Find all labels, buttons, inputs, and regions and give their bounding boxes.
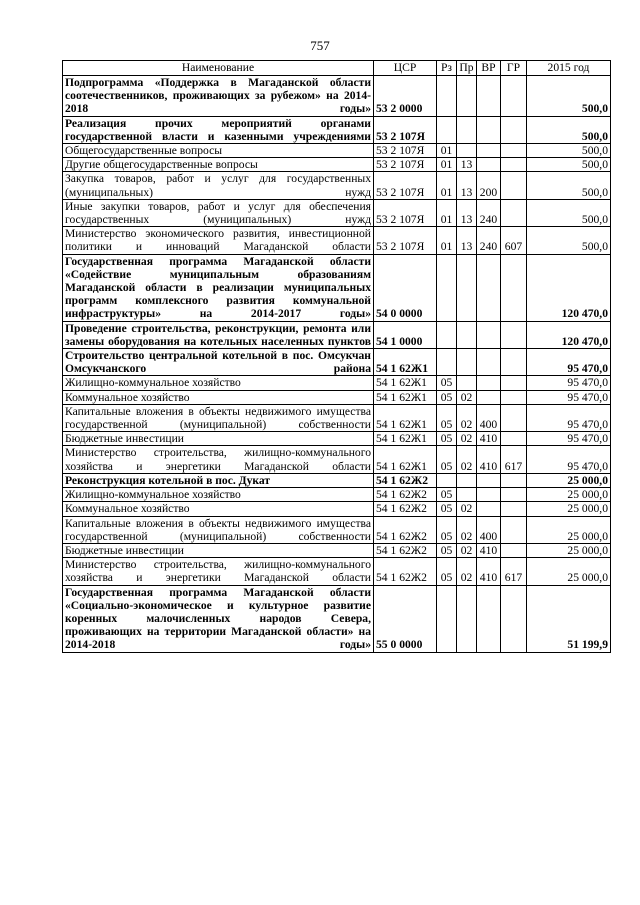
row-name: Подпрограмма «Поддержка в Магаданской области соотечественников, проживающих за рубежом» на 2014-2018 годы» xyxy=(63,76,374,117)
row-vr xyxy=(477,116,501,143)
row-pr: 02 xyxy=(457,558,477,585)
row-rz: 01 xyxy=(437,172,457,199)
row-gr xyxy=(501,585,527,652)
row-amount: 25 000,0 xyxy=(527,516,611,543)
row-vr: 410 xyxy=(477,432,501,446)
row-gr xyxy=(501,116,527,143)
row-name: Общегосударственные вопросы xyxy=(63,144,374,158)
row-csr: 53 2 107Я xyxy=(374,144,437,158)
row-amount: 95 470,0 xyxy=(527,432,611,446)
row-amount: 500,0 xyxy=(527,144,611,158)
row-vr: 410 xyxy=(477,558,501,585)
row-gr xyxy=(501,502,527,516)
row-name: Министерство строительства, жилищно-коммунального хозяйства и энергетики Магаданской области xyxy=(63,446,374,473)
row-name: Коммунальное хозяйство xyxy=(63,390,374,404)
row-pr: 02 xyxy=(457,390,477,404)
row-gr xyxy=(501,376,527,390)
row-gr xyxy=(501,543,527,557)
table-row xyxy=(63,473,611,487)
row-pr: 02 xyxy=(457,502,477,516)
row-pr: 02 xyxy=(457,516,477,543)
row-name: Закупка товаров, работ и услуг для государственных (муниципальных) нужд xyxy=(63,172,374,199)
row-amount: 25 000,0 xyxy=(527,558,611,585)
row-amount: 95 470,0 xyxy=(527,446,611,473)
row-pr xyxy=(457,254,477,321)
table-row xyxy=(63,349,611,376)
table-row xyxy=(63,390,611,404)
row-gr: 617 xyxy=(501,558,527,585)
row-gr: 607 xyxy=(501,227,527,254)
table-row xyxy=(63,585,611,652)
row-csr: 53 2 107Я xyxy=(374,116,437,143)
row-vr xyxy=(477,473,501,487)
row-rz: 05 xyxy=(437,558,457,585)
row-csr: 54 1 62Ж1 xyxy=(374,446,437,473)
row-csr: 54 1 62Ж1 xyxy=(374,376,437,390)
row-csr: 53 2 107Я xyxy=(374,158,437,172)
row-amount: 500,0 xyxy=(527,199,611,226)
row-pr: 02 xyxy=(457,446,477,473)
row-gr xyxy=(501,488,527,502)
table-row xyxy=(63,158,611,172)
row-name: Капитальные вложения в объекты недвижимого имущества государственной (муниципальной) собственности xyxy=(63,516,374,543)
row-rz: 05 xyxy=(437,376,457,390)
row-gr xyxy=(501,404,527,431)
row-name: Иные закупки товаров, работ и услуг для обеспечения государственных (муниципальных) нужд xyxy=(63,199,374,226)
row-csr: 54 0 0000 xyxy=(374,254,437,321)
row-vr xyxy=(477,488,501,502)
row-amount: 500,0 xyxy=(527,76,611,117)
row-gr xyxy=(501,473,527,487)
row-vr xyxy=(477,349,501,376)
row-amount: 25 000,0 xyxy=(527,502,611,516)
row-amount: 25 000,0 xyxy=(527,543,611,557)
header-pr: Пр xyxy=(457,61,477,76)
row-vr: 410 xyxy=(477,446,501,473)
row-pr xyxy=(457,321,477,348)
row-rz xyxy=(437,116,457,143)
row-vr: 400 xyxy=(477,516,501,543)
row-gr xyxy=(501,144,527,158)
table-row xyxy=(63,543,611,557)
row-rz: 01 xyxy=(437,199,457,226)
row-csr: 55 0 0000 xyxy=(374,585,437,652)
row-amount: 25 000,0 xyxy=(527,488,611,502)
table-row xyxy=(63,144,611,158)
row-vr xyxy=(477,254,501,321)
row-csr: 53 2 0000 xyxy=(374,76,437,117)
row-gr xyxy=(501,432,527,446)
table-row xyxy=(63,76,611,117)
row-vr: 240 xyxy=(477,227,501,254)
row-pr: 02 xyxy=(457,404,477,431)
table-row xyxy=(63,376,611,390)
row-rz xyxy=(437,473,457,487)
row-pr xyxy=(457,144,477,158)
row-csr: 54 1 62Ж2 xyxy=(374,488,437,502)
header-rz: Рз xyxy=(437,61,457,76)
table-row xyxy=(63,254,611,321)
row-vr xyxy=(477,321,501,348)
row-name: Реконструкция котельной в пос. Дукат xyxy=(63,473,374,487)
row-rz: 01 xyxy=(437,144,457,158)
row-vr: 200 xyxy=(477,172,501,199)
row-csr: 54 1 62Ж2 xyxy=(374,502,437,516)
row-pr xyxy=(457,76,477,117)
row-rz: 05 xyxy=(437,390,457,404)
row-vr xyxy=(477,76,501,117)
table-row xyxy=(63,502,611,516)
row-rz: 05 xyxy=(437,543,457,557)
row-name: Жилищно-коммунальное хозяйство xyxy=(63,376,374,390)
row-amount: 25 000,0 xyxy=(527,473,611,487)
row-rz: 05 xyxy=(437,502,457,516)
table-row xyxy=(63,432,611,446)
table-row xyxy=(63,227,611,254)
row-pr xyxy=(457,116,477,143)
row-name: Государственная программа Магаданской области «Социально-экономическое и культурное развитие коренных малочисленных народов Севера, проживающих на территории Магаданской области» на 2014-2018 годы» xyxy=(63,585,374,652)
row-csr: 54 1 62Ж2 xyxy=(374,558,437,585)
row-rz xyxy=(437,76,457,117)
row-csr: 54 1 62Ж1 xyxy=(374,390,437,404)
row-pr: 02 xyxy=(457,543,477,557)
row-csr: 54 1 62Ж1 xyxy=(374,432,437,446)
row-rz: 05 xyxy=(437,516,457,543)
row-rz xyxy=(437,321,457,348)
row-amount: 95 470,0 xyxy=(527,376,611,390)
row-rz: 05 xyxy=(437,404,457,431)
row-amount: 95 470,0 xyxy=(527,349,611,376)
row-pr xyxy=(457,473,477,487)
row-gr xyxy=(501,158,527,172)
row-amount: 95 470,0 xyxy=(527,390,611,404)
row-name: Коммунальное хозяйство xyxy=(63,502,374,516)
row-name: Министерство экономического развития, инвестиционной политики и инноваций Магаданской области xyxy=(63,227,374,254)
row-csr: 54 1 62Ж2 xyxy=(374,516,437,543)
table-row xyxy=(63,199,611,226)
row-pr xyxy=(457,349,477,376)
row-rz: 01 xyxy=(437,158,457,172)
row-gr xyxy=(501,321,527,348)
row-pr xyxy=(457,488,477,502)
row-name: Другие общегосударственные вопросы xyxy=(63,158,374,172)
row-vr xyxy=(477,502,501,516)
row-name: Жилищно-коммунальное хозяйство xyxy=(63,488,374,502)
row-csr: 54 1 62Ж1 xyxy=(374,404,437,431)
row-gr xyxy=(501,172,527,199)
table-row xyxy=(63,172,611,199)
row-name: Реализация прочих мероприятий органами государственной власти и казенными учреждениями xyxy=(63,116,374,143)
row-csr: 53 2 107Я xyxy=(374,172,437,199)
row-rz xyxy=(437,585,457,652)
header-year: 2015 год xyxy=(527,61,611,76)
row-pr: 02 xyxy=(457,432,477,446)
row-vr xyxy=(477,585,501,652)
row-pr: 13 xyxy=(457,172,477,199)
row-gr: 617 xyxy=(501,446,527,473)
row-gr xyxy=(501,76,527,117)
row-pr xyxy=(457,376,477,390)
row-rz: 05 xyxy=(437,432,457,446)
row-name: Министерство строительства, жилищно-коммунального хозяйства и энергетики Магаданской области xyxy=(63,558,374,585)
row-pr: 13 xyxy=(457,227,477,254)
row-pr: 13 xyxy=(457,158,477,172)
row-rz xyxy=(437,254,457,321)
row-vr xyxy=(477,376,501,390)
table-row xyxy=(63,488,611,502)
header-csr: ЦСР xyxy=(374,61,437,76)
row-csr: 54 1 62Ж2 xyxy=(374,543,437,557)
table-row xyxy=(63,558,611,585)
header-vr: ВР xyxy=(477,61,501,76)
table-row xyxy=(63,404,611,431)
row-amount: 500,0 xyxy=(527,158,611,172)
table-row xyxy=(63,446,611,473)
row-vr: 410 xyxy=(477,543,501,557)
row-name: Капитальные вложения в объекты недвижимого имущества государственной (муниципальной) собственности xyxy=(63,404,374,431)
row-gr xyxy=(501,516,527,543)
row-vr: 400 xyxy=(477,404,501,431)
row-amount: 51 199,9 xyxy=(527,585,611,652)
row-rz xyxy=(437,349,457,376)
row-pr: 13 xyxy=(457,199,477,226)
table-row xyxy=(63,321,611,348)
row-csr: 53 2 107Я xyxy=(374,227,437,254)
row-vr: 240 xyxy=(477,199,501,226)
row-csr: 54 1 0000 xyxy=(374,321,437,348)
row-pr xyxy=(457,585,477,652)
row-amount: 120 470,0 xyxy=(527,254,611,321)
table-row xyxy=(63,116,611,143)
row-amount: 120 470,0 xyxy=(527,321,611,348)
row-gr xyxy=(501,390,527,404)
row-csr: 53 2 107Я xyxy=(374,199,437,226)
row-rz: 05 xyxy=(437,488,457,502)
page-number: 757 xyxy=(310,38,330,53)
row-name: Бюджетные инвестиции xyxy=(63,543,374,557)
row-gr xyxy=(501,254,527,321)
row-name: Строительство центральной котельной в пос. Омсукчан Омсукчанского района xyxy=(63,349,374,376)
row-rz: 05 xyxy=(437,446,457,473)
row-vr xyxy=(477,144,501,158)
row-name: Государственная программа Магаданской области «Содействие муниципальным образованиям Магаданской области в реализации муниципальных программ комплексного развития коммунальной инфраструктуры» на 2014-2017 годы» xyxy=(63,254,374,321)
row-amount: 500,0 xyxy=(527,116,611,143)
row-gr xyxy=(501,199,527,226)
row-amount: 500,0 xyxy=(527,227,611,254)
row-amount: 500,0 xyxy=(527,172,611,199)
row-name: Проведение строительства, реконструкции, ремонта или замены оборудования на котельных населенных пунктов xyxy=(63,321,374,348)
row-vr xyxy=(477,158,501,172)
header-gr: ГР xyxy=(501,61,527,76)
budget-table xyxy=(62,60,611,653)
row-csr: 54 1 62Ж2 xyxy=(374,473,437,487)
row-gr xyxy=(501,349,527,376)
row-rz: 01 xyxy=(437,227,457,254)
table-row xyxy=(63,516,611,543)
header-row xyxy=(63,61,611,76)
row-vr xyxy=(477,390,501,404)
header-name: Наименование xyxy=(63,61,374,76)
row-amount: 95 470,0 xyxy=(527,404,611,431)
row-name: Бюджетные инвестиции xyxy=(63,432,374,446)
row-csr: 54 1 62Ж1 xyxy=(374,349,437,376)
